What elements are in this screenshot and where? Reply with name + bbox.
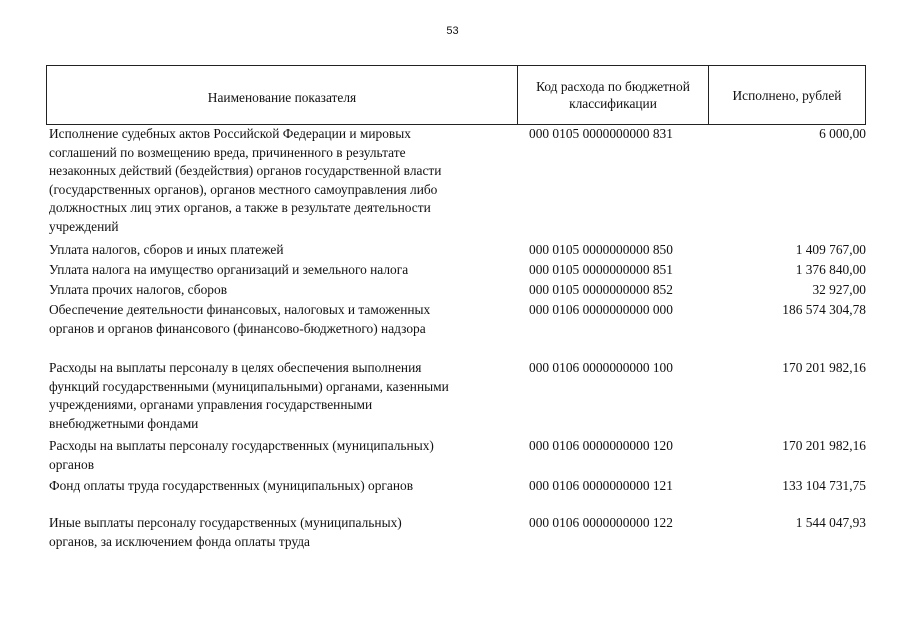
row-name: Расходы на выплаты персоналу в целях обеспечения выполнения функций государственными (муниципальными) органами, казенными учреждениями, органами управления государственными внебюджетными фондами xyxy=(49,360,449,431)
row-amount: 6 000,00 xyxy=(819,126,866,141)
row-amount: 1 376 840,00 xyxy=(795,262,866,277)
row-name: Иные выплаты персоналу государственных (муниципальных) органов, за исключением фонда оплаты труда xyxy=(49,515,402,549)
row-code: 000 0106 0000000000 121 xyxy=(529,478,673,493)
row-code: 000 0105 0000000000 831 xyxy=(529,126,673,141)
row-name: Обеспечение деятельности финансовых, налоговых и таможенных органов и органов финансового (финансово-бюджетного) надзора xyxy=(49,302,431,336)
row-amount: 133 104 731,75 xyxy=(782,478,866,493)
row-name: Уплата прочих налогов, сборов xyxy=(49,282,228,297)
row-amount: 186 574 304,78 xyxy=(782,302,866,317)
row-amount: 170 201 982,16 xyxy=(782,360,866,375)
row-amount: 1 544 047,93 xyxy=(795,515,866,530)
row-name: Расходы на выплаты персоналу государственных (муниципальных) органов xyxy=(49,438,434,472)
row-code: 000 0106 0000000000 122 xyxy=(529,515,673,530)
header-name-column: Наименование показателя xyxy=(47,66,518,124)
row-code: 000 0105 0000000000 852 xyxy=(529,282,673,297)
header-amount-column: Исполнено, рублей xyxy=(732,87,842,103)
row-amount: 170 201 982,16 xyxy=(782,438,866,453)
table-header xyxy=(46,65,866,125)
row-amount: 1 409 767,00 xyxy=(795,242,866,257)
row-code: 000 0106 0000000000 000 xyxy=(529,302,673,317)
row-code: 000 0105 0000000000 851 xyxy=(529,262,673,277)
row-name: Исполнение судебных актов Российской Федерации и мировых соглашений по возмещению вреда, причиненного в результате незаконных действий (бездействия) органов государственной власти (государственных органов), органов местного самоуправления либо должностных лиц этих органов, а также в результате деятельности учреждений xyxy=(49,126,442,234)
row-amount: 32 927,00 xyxy=(812,282,866,297)
page-number: 53 xyxy=(446,25,459,37)
row-code: 000 0105 0000000000 850 xyxy=(529,242,673,257)
row-name: Уплата налогов, сборов и иных платежей xyxy=(49,242,284,257)
row-name: Фонд оплаты труда государственных (муниципальных) органов xyxy=(49,478,414,493)
row-code: 000 0106 0000000000 120 xyxy=(529,438,673,453)
header-code-column: Код расхода по бюджетной классификации xyxy=(518,66,709,124)
row-name: Уплата налога на имущество организаций и земельного налога xyxy=(49,262,409,277)
row-code: 000 0106 0000000000 100 xyxy=(529,360,673,375)
